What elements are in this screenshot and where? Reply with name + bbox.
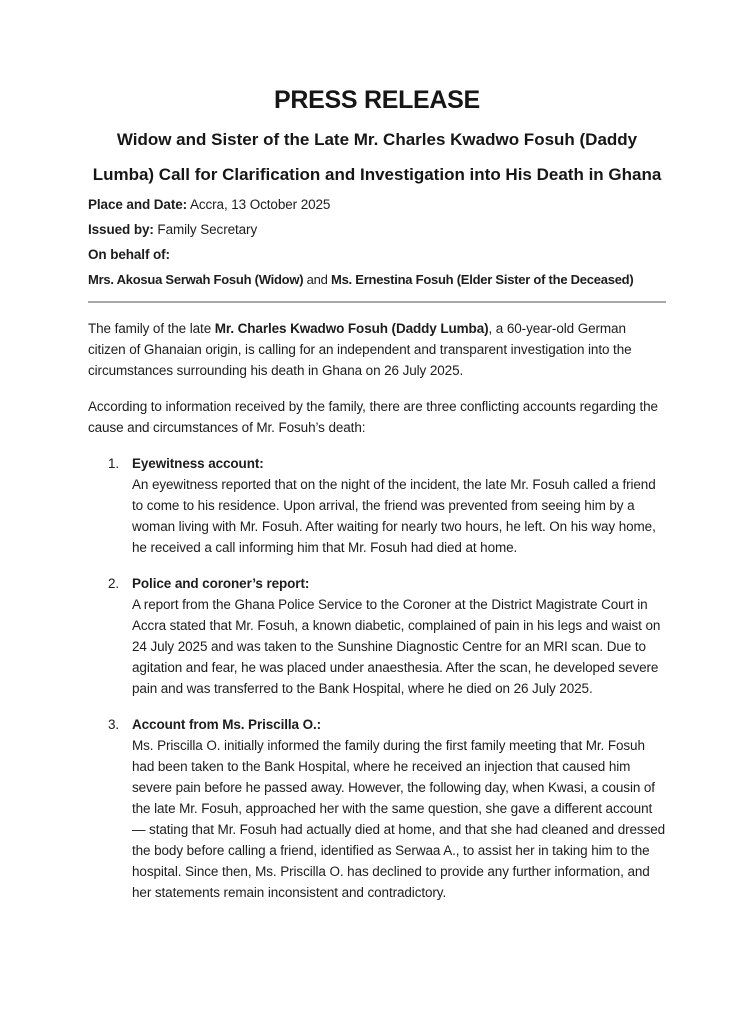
meta-block — [88, 192, 666, 292]
intro-paragraph-1 — [88, 318, 666, 381]
meta-place-date — [88, 192, 666, 217]
account-item-eyewitness — [88, 453, 666, 558]
meta-place-date-label: Place and Date: — [88, 197, 188, 212]
intro-p1-name: Mr. Charles Kwadwo Fosuh (Daddy Lumba) — [214, 321, 489, 336]
account-heading: Police and coroner’s report: — [132, 576, 310, 591]
intro-p1-before: The family of the late — [88, 321, 215, 336]
intro-paragraph-2: According to information received by the family, there are three conflicting accounts regarding the cause and circumstances of Mr. Fosuh’s death: — [88, 399, 658, 435]
accounts-list — [88, 453, 666, 903]
account-number: 1. — [108, 456, 120, 471]
meta-on-behalf — [88, 242, 666, 267]
account-number: 2. — [108, 576, 120, 591]
account-item-police-coroner — [88, 573, 666, 699]
meta-issued-by-value: Family Secretary — [153, 222, 258, 237]
document-title: PRESS RELEASE — [274, 86, 480, 114]
account-body: A report from the Ghana Police Service to the Coroner at the District Magistrate Court in Accra stated that Mr. Fosuh, a known diabetic, complained of pain in his legs and waist on 24 July 2025 and was taken to the Sunshine Diagnostic Centre for an MRI scan. Due to agitation and fear, he was placed under anaesthesia. After the scan, he developed severe pain and was transferred to the Bank Hospital, where he died on 26 July 2025. — [132, 597, 661, 696]
account-heading: Account from Ms. Priscilla O.: — [132, 717, 322, 732]
account-body: An eyewitness reported that on the night of the incident, the late Mr. Fosuh called a friend to come to his residence. Upon arrival, the friend was prevented from seeing him by a woman living with Mr. Fosuh. After waiting for nearly two hours, he left. On his way home, he received a call informing him that Mr. Fosuh had died at home. — [132, 477, 656, 555]
account-heading: Eyewitness account: — [132, 456, 264, 471]
account-item-priscilla — [88, 714, 666, 903]
document-subtitle: Widow and Sister of the Late Mr. Charles Kwadwo Fosuh (Daddy Lumba) Call for Clarification and Investigation into His Death in Ghana — [92, 130, 662, 184]
intro-p1-after: , a 60-year-old German citizen of Ghanaian origin, is calling for an independent and transparent investigation into the circumstances surrounding his death in Ghana on 26 July 2025. — [88, 321, 632, 378]
meta-on-behalf-label: On behalf of: — [88, 247, 170, 262]
meta-issued-by — [88, 217, 666, 242]
meta-place-date-value: Accra, 13 October 2025 — [187, 197, 331, 212]
document-body — [88, 318, 666, 903]
meta-behalf-names — [88, 267, 666, 292]
section-divider — [88, 301, 666, 303]
account-body: Ms. Priscilla O. initially informed the family during the first family meeting that Mr. Fosuh had been taken to the Bank Hospital, where he received an injection that caused him severe pain before he passed away. However, the following day, when Kwasi, a cousin of the late Mr. Fosuh, approached her with the same question, she gave a different account — stating that Mr. Fosuh had actually died at home, and that she had cleaned and dressed the body before calling a friend, identified as Serwaa A., to assist her in taking him to the hospital. Since then, Ms. Priscilla O. has declined to provide any further information, and her statements remain inconsistent and contradictory. — [132, 738, 666, 900]
behalf-name-widow: Mrs. Akosua Serwah Fosuh (Widow) — [88, 272, 304, 287]
behalf-name-sister: Ms. Ernestina Fosuh (Elder Sister of the Deceased) — [330, 272, 634, 287]
account-number: 3. — [108, 717, 120, 732]
behalf-connector: and — [303, 272, 331, 287]
meta-issued-by-label: Issued by: — [88, 222, 154, 237]
